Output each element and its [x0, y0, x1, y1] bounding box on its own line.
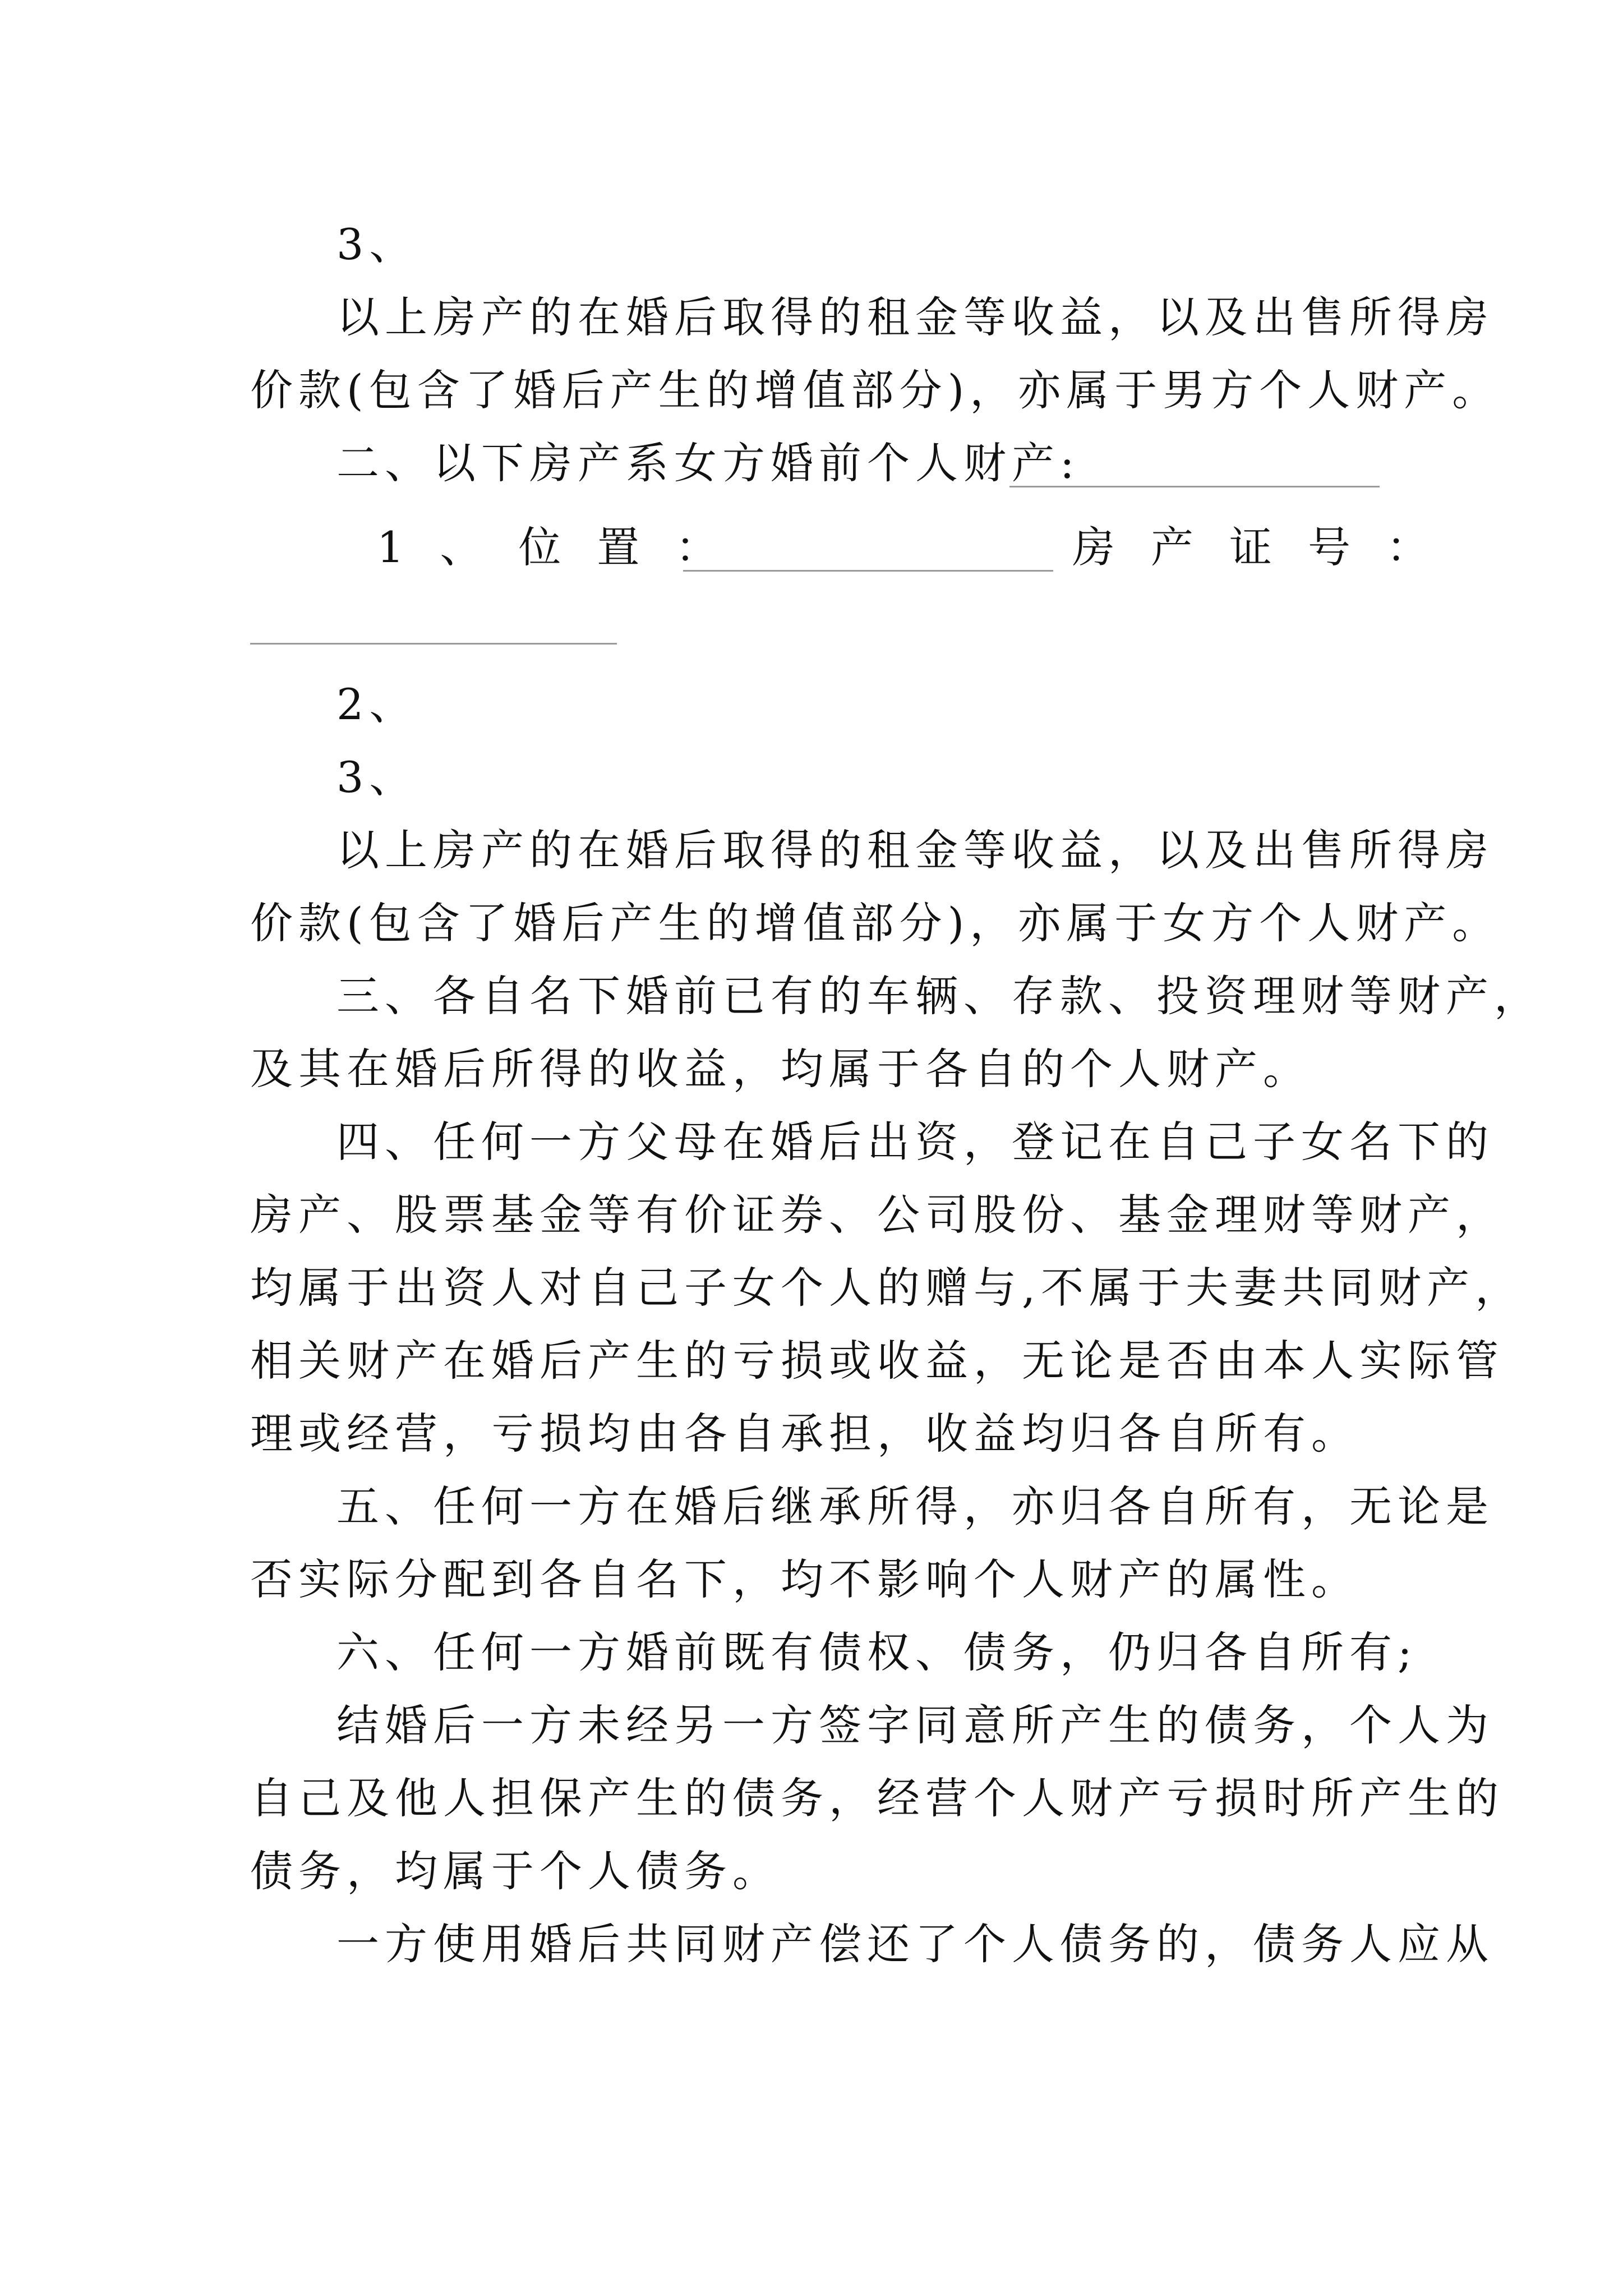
certificate-label: 房产证号：	[1072, 522, 1465, 572]
paragraph-line: 以上房产的在婚后取得的租金等收益，以及出售所得房	[336, 292, 1494, 342]
section-2-heading: 二、以下房产系女方婚前个人财产:	[336, 438, 1080, 488]
paragraph-line: 房产、股票基金等有价证券、公司股份、基金理财等财产，	[250, 1190, 1504, 1240]
paragraph-line: 六、任何一方婚前既有债权、债务，仍归各自所有;	[336, 1627, 1418, 1677]
blank-underline	[683, 570, 1053, 572]
paragraph-line: 否实际分配到各自名下，均不影响个人财产的属性。	[250, 1554, 1359, 1604]
paragraph-line: 五、任何一方在婚后继承所得，亦归各自所有，无论是	[336, 1481, 1494, 1531]
location-label: 1、位置：	[377, 522, 754, 572]
paragraph-line: 自己及他人担保产生的债务，经营个人财产亏损时所产生的	[250, 1773, 1504, 1823]
paragraph-line: 四、任何一方父母在婚后出资，登记在自己子女名下的	[336, 1117, 1494, 1167]
paragraph-line: 相关财产在婚后产生的亏损或收益，无论是否由本人实际管	[250, 1336, 1504, 1386]
blank-underline	[250, 643, 617, 645]
item-3-male: 3、	[336, 219, 418, 269]
paragraph-line: 均属于出资人对自己子女个人的赠与,不属于夫妻共同财产，	[250, 1263, 1524, 1313]
paragraph-line: 债务，均属于个人债务。	[250, 1846, 781, 1896]
paragraph-line: 理或经营，亏损均由各自承担，收益均归各自所有。	[250, 1409, 1359, 1458]
paragraph-line: 价款(包含了婚后产生的增值部分)，亦属于男方个人财产。	[250, 365, 1501, 415]
paragraph-line: 三、各自名下婚前已有的车辆、存款、投资理财等财产，	[336, 971, 1542, 1021]
item-3-female: 3、	[336, 752, 418, 802]
paragraph-line: 价款(包含了婚后产生的增值部分)，亦属于女方个人财产。	[250, 898, 1501, 948]
blank-underline	[1009, 486, 1380, 487]
paragraph-line: 及其在婚后所得的收益，均属于各自的个人财产。	[250, 1044, 1311, 1094]
paragraph-line: 一方使用婚后共同财产偿还了个人债务的，债务人应从	[336, 1919, 1494, 1969]
item-2-female: 2、	[336, 679, 418, 729]
paragraph-line: 结婚后一方未经另一方签字同意所产生的债务，个人为	[336, 1700, 1494, 1750]
paragraph-line: 以上房产的在婚后取得的租金等收益，以及出售所得房	[336, 825, 1494, 875]
